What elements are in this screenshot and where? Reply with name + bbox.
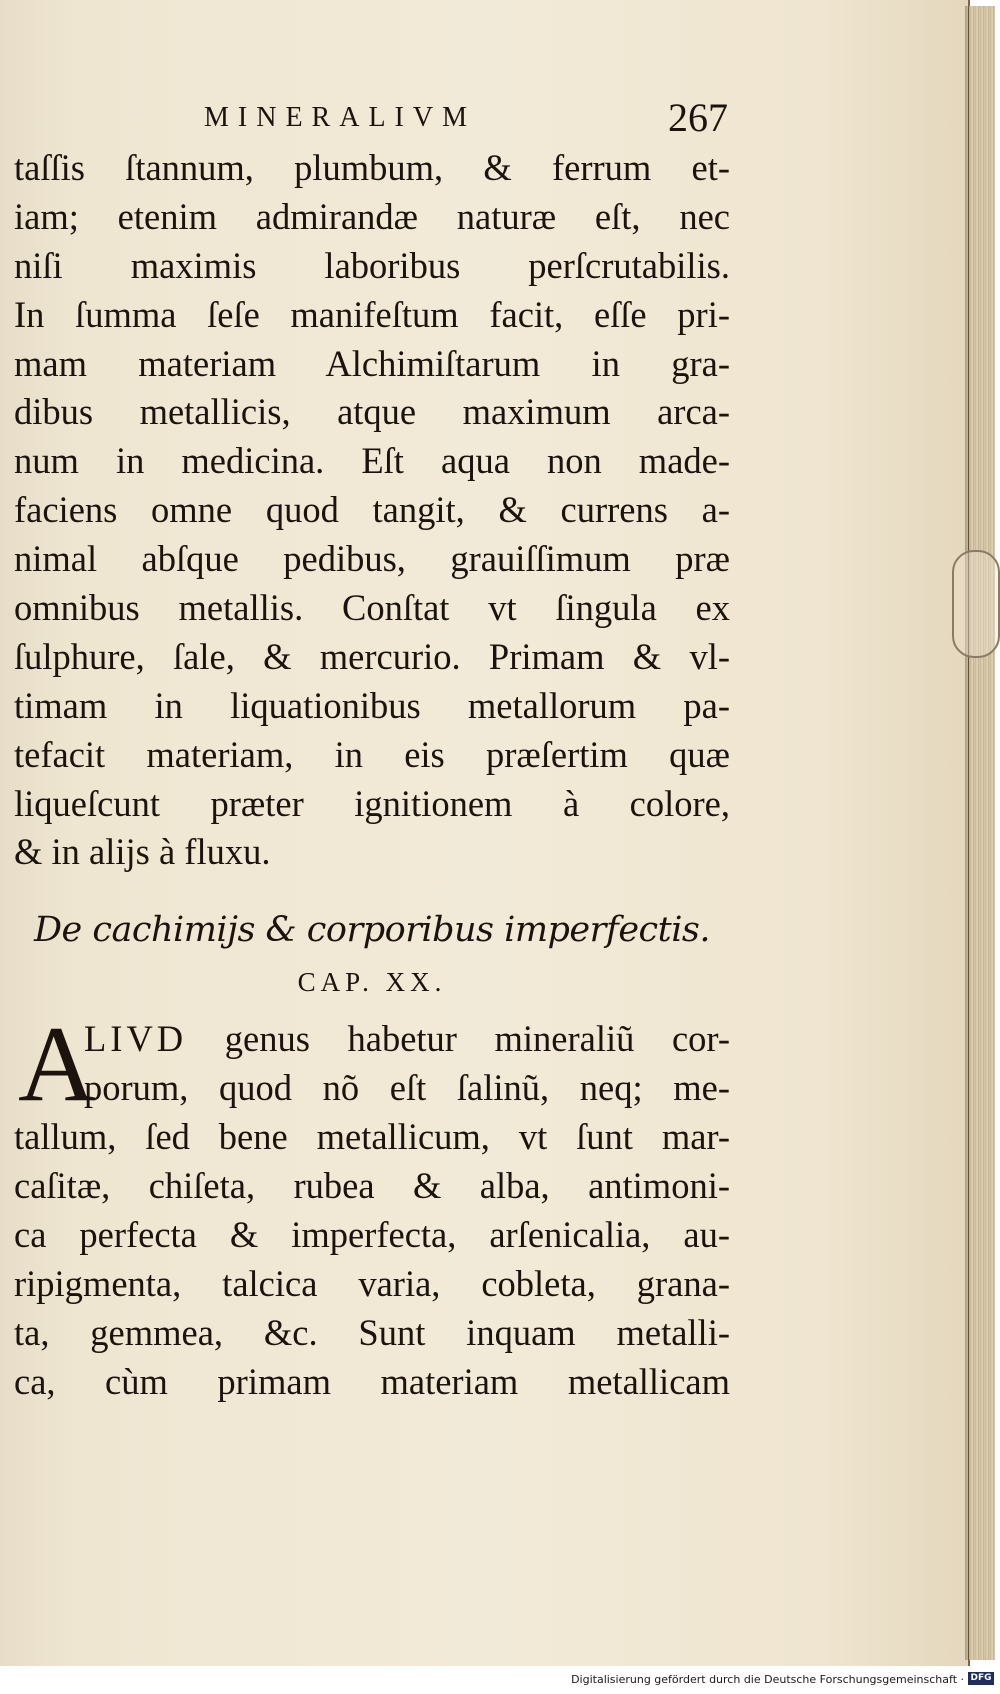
page-clip [952, 550, 1000, 658]
text-line: caſitæ, chiſeta, rubea & alba, antimoni- [14, 1165, 730, 1207]
text-line: omnibus metallis. Conſtat vt ſingula ex [14, 587, 730, 629]
text-line: faciens omne quod tangit, & currens a- [14, 489, 730, 531]
page-number: 267 [668, 95, 728, 140]
text-line: & in alijs à fluxu. [14, 831, 271, 873]
text-line: dibus metallicis, atque maximum arca- [14, 391, 730, 433]
text-line: mam materiam Alchimiſtarum in gra- [14, 342, 730, 384]
text-line: ta, gemmea, &c. Sunt inquam metalli- [14, 1311, 730, 1353]
running-title: MINERALIVM [204, 102, 476, 133]
paragraph-2 [14, 1005, 730, 1406]
dfg-logo: DFG [968, 1672, 994, 1685]
text-line: nimal abſque pedibus, grauiſſimum præ [14, 538, 730, 580]
text-line: tallum, ſed bene metallicum, vt ſunt mar- [14, 1116, 730, 1158]
section-heading: De cachimijs & corporibus imperfectis. [34, 910, 710, 951]
text-line: num in medicina. Eſt aqua non made- [14, 440, 730, 482]
opening-small-caps: LIVD [84, 1018, 188, 1060]
drop-cap: A [18, 1005, 96, 1125]
funding-credit: Digitalisierung gefördert durch die Deutsche Forschungsgemeinschaft · [571, 1673, 964, 1686]
text-block [14, 92, 730, 1406]
text-line: timam in liquationibus metallorum pa- [14, 684, 730, 726]
text-line: ca, cùm primam materiam metallicam [14, 1360, 730, 1402]
chapter-number: CAP. XX. [297, 967, 447, 998]
text-line: tefacit materiam, in eis præſertim quæ [14, 733, 730, 775]
text-line: ſulphure, ſale, & mercurio. Primam & vl- [14, 635, 730, 677]
running-head [14, 92, 730, 144]
text-line: taſſis ſtannum, plumbum, & ferrum et- [14, 147, 730, 188]
page-edges [968, 6, 995, 1660]
opening-line-rest: genus habetur mineraliũ cor- [187, 1018, 730, 1060]
digitization-footer [0, 1666, 1000, 1694]
text-line: iam; etenim admirandæ naturæ eſt, nec [14, 195, 730, 237]
text-line [14, 1015, 730, 1064]
text-line: In ſumma ſeſe manifeſtum facit, eſſe pri- [14, 293, 730, 335]
text-line: ca perfecta & imperfecta, arſenicalia, au- [14, 1213, 730, 1255]
text-line: liqueſcunt præter ignitionem à colore, [14, 782, 730, 824]
text-line: porum, quod nõ eſt ſalinũ, neq; me- [84, 1067, 730, 1109]
text-line: niſi maximis laboribus perſcrutabilis. [14, 244, 730, 286]
text-line: ripigmenta, talcica varia, cobleta, grana- [14, 1262, 730, 1304]
paragraph-1 [14, 144, 730, 877]
